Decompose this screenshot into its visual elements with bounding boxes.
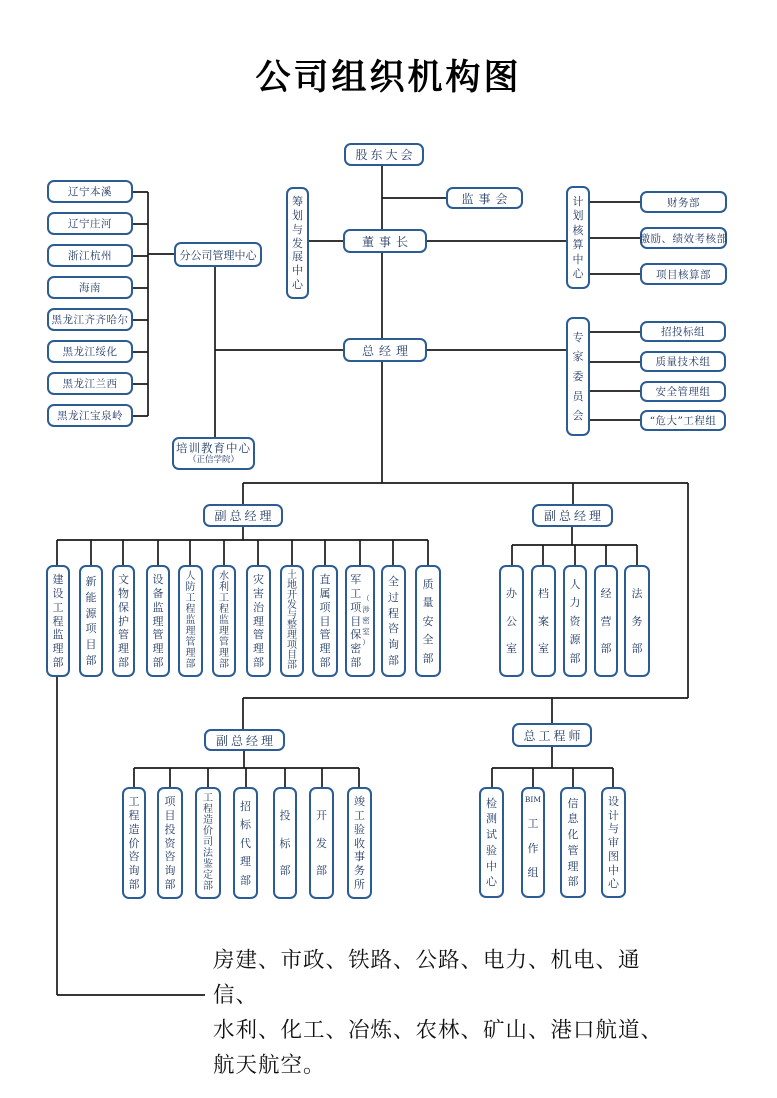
note-line: 房建、市政、铁路、公路、电力、机电、通信、 xyxy=(213,948,641,1008)
node-dept-tendering xyxy=(273,787,297,899)
node-dept-business xyxy=(594,565,618,677)
node-training-center xyxy=(172,437,255,470)
node-label: 信 息 化 管 理 部 xyxy=(567,796,579,889)
node-general-manager xyxy=(343,338,427,362)
node-label: 黑龙江齐齐哈尔 xyxy=(51,314,129,326)
node-label: 人 力 资 源 部 xyxy=(569,577,581,665)
node-label: 直 属 项 目 管 理 部 xyxy=(319,572,331,670)
node-label: 招 标 代 理 部 xyxy=(240,799,251,887)
node-sublabel: （正信学院） xyxy=(187,455,239,466)
node-label: 全 过 程 咨 询 部 xyxy=(388,574,399,668)
node-finance-dept xyxy=(640,191,727,213)
node-label: 辽宁庄河 xyxy=(68,218,112,230)
note-line: 航天航空。 xyxy=(213,1053,326,1078)
node-safety-mgmt-group xyxy=(640,381,726,402)
node-dept-military-secrecy xyxy=(345,565,375,677)
node-label: 人 防 工 程 监 理 管 理 部 xyxy=(185,571,196,670)
node-label: 开 发 部 xyxy=(316,808,327,878)
node-branch-office xyxy=(47,212,133,235)
node-label: 文 物 保 护 管 理 部 xyxy=(118,572,129,670)
node-dept-land-development xyxy=(280,565,304,677)
node-label: 黑龙江绥化 xyxy=(62,346,118,358)
node-dept-judicial-appraisal xyxy=(195,787,221,899)
node-dept-heritage-protection xyxy=(112,565,135,677)
node-bidding-group xyxy=(640,321,726,342)
node-incentive-appraisal-dept xyxy=(640,227,727,249)
node-plan-accounting-center xyxy=(566,186,590,289)
node-label: 计 划 核 算 中 心 xyxy=(572,194,584,281)
node-label: 检 测 试 验 中 心 xyxy=(486,796,497,889)
page-title: 公司组织机构图 xyxy=(255,57,522,98)
node-label: 工 程 造 价 司 法 鉴 定 部 xyxy=(203,793,213,892)
node-label: 设 计 与 审 图 中 心 xyxy=(608,794,619,891)
node-shareholders-meeting xyxy=(344,143,424,166)
node-label: 监事会 xyxy=(461,191,513,206)
node-label: 灾 害 治 理 管 理 部 xyxy=(253,572,264,670)
node-dept-equipment-supervision xyxy=(146,565,170,677)
node-dept-bim-workgroup xyxy=(521,787,545,898)
node-branch-mgmt-center xyxy=(174,242,262,267)
node-label: 投 标 部 xyxy=(279,808,291,878)
node-dept-development xyxy=(309,787,334,899)
node-label: 副总经理 xyxy=(214,509,275,523)
node-label: 副总经理 xyxy=(215,733,276,748)
node-dept-completion-acceptance xyxy=(347,787,372,899)
node-sublabel: （ 涉 密 室 ） xyxy=(362,594,370,648)
node-label: 工 作 组 xyxy=(527,816,539,880)
node-planning-dev-center xyxy=(286,187,309,299)
node-label: 总经理 xyxy=(361,343,413,358)
node-label: 建 设 工 程 监 理 部 xyxy=(52,572,64,670)
node-label: 浙江杭州 xyxy=(68,250,112,262)
node-dept-quality-safety xyxy=(415,565,441,677)
node-branch-office xyxy=(47,340,133,363)
node-label: 军 工 项 目 保 密 部 xyxy=(350,572,362,670)
node-label: 专 家 委 员 会 xyxy=(572,330,584,423)
node-expert-committee xyxy=(566,317,590,436)
node-dept-testing-center xyxy=(479,787,504,898)
node-dept-disaster-mgmt xyxy=(246,565,271,677)
node-branch-office xyxy=(47,276,133,299)
node-dept-cost-consulting xyxy=(122,787,146,899)
node-label: 副总经理 xyxy=(543,509,604,523)
node-label: 安全管理组 xyxy=(655,386,711,398)
node-label: 海南 xyxy=(79,282,101,294)
node-dept-direct-projects xyxy=(312,565,338,677)
node-dept-civil-defense-supervision xyxy=(178,565,203,677)
node-label: 经 营 部 xyxy=(600,586,612,656)
node-quality-tech-group xyxy=(640,351,726,372)
node-label: 质 量 安 全 部 xyxy=(422,577,434,665)
node-label: 筹 划 与 发 展 中 心 xyxy=(292,194,303,292)
node-dept-whole-process-consulting xyxy=(381,565,406,677)
note-line: 水利、化工、冶炼、农林、矿山、港口航道、 xyxy=(213,1018,664,1043)
node-label: 办 公 室 xyxy=(506,586,517,656)
node-label: “危大”工程组 xyxy=(649,415,717,427)
node-dept-office xyxy=(499,565,524,677)
node-branch-office xyxy=(47,308,133,331)
node-dept-design-review-center xyxy=(601,787,626,898)
node-supervisory-board xyxy=(446,187,523,209)
node-chief-engineer xyxy=(512,723,592,747)
node-label: 项 目 投 资 咨 询 部 xyxy=(164,794,176,892)
node-label: 设 备 监 理 管 理 部 xyxy=(152,572,164,670)
node-dept-construction-supervision xyxy=(46,565,70,677)
node-dept-bidding-agency xyxy=(233,787,258,899)
node-prefix-label: BIM xyxy=(524,795,542,804)
node-label: 质量技术组 xyxy=(655,356,711,368)
node-label: 土 地 开 发 与 整 理 项 目 部 xyxy=(287,570,297,671)
node-branch-office xyxy=(47,180,133,203)
business-scope-note xyxy=(213,943,663,1083)
node-label: 黑龙江宝泉岭 xyxy=(57,410,123,422)
node-label: 培训教育中心 xyxy=(176,440,251,455)
node-deputy-gm-3 xyxy=(204,729,285,751)
node-branch-office xyxy=(47,404,133,427)
node-dept-legal xyxy=(624,565,650,677)
node-label: 总工程师 xyxy=(523,728,584,743)
node-label: 招投标组 xyxy=(661,326,705,338)
node-deputy-gm-1 xyxy=(203,504,283,527)
node-branch-office xyxy=(47,372,133,395)
node-label: 水 利 工 程 监 理 管 理 部 xyxy=(219,571,229,670)
node-major-risk-project-group xyxy=(640,410,726,431)
node-deputy-gm-2 xyxy=(532,504,613,527)
node-label: 董事长 xyxy=(361,234,413,249)
node-label: 辽宁本溪 xyxy=(68,186,112,198)
node-chairman xyxy=(343,229,427,253)
node-label: 竣 工 验 收 事 务 所 xyxy=(354,794,365,892)
node-label: 黑龙江兰西 xyxy=(62,378,118,390)
node-label: 新 能 源 项 目 部 xyxy=(85,574,97,668)
node-dept-investment-consulting xyxy=(157,787,183,899)
node-branch-office xyxy=(47,244,133,267)
node-dept-informatization xyxy=(560,787,586,898)
node-dept-water-supervision xyxy=(212,565,236,677)
node-label: 股东大会 xyxy=(355,148,416,162)
node-dept-human-resources xyxy=(563,565,587,677)
node-label: 项目核算部 xyxy=(656,268,711,281)
node-dept-archives xyxy=(531,565,556,677)
node-label: 法 务 部 xyxy=(631,586,643,656)
node-dept-new-energy xyxy=(79,565,103,677)
node-label: 分公司管理中心 xyxy=(179,248,257,262)
node-label: 工 程 造 价 咨 询 部 xyxy=(128,794,140,892)
node-label: 财务部 xyxy=(667,196,700,209)
node-label: 档 案 室 xyxy=(538,586,549,656)
node-project-accounting-dept xyxy=(640,263,727,285)
node-label: 激励、绩效考核部 xyxy=(639,232,728,245)
